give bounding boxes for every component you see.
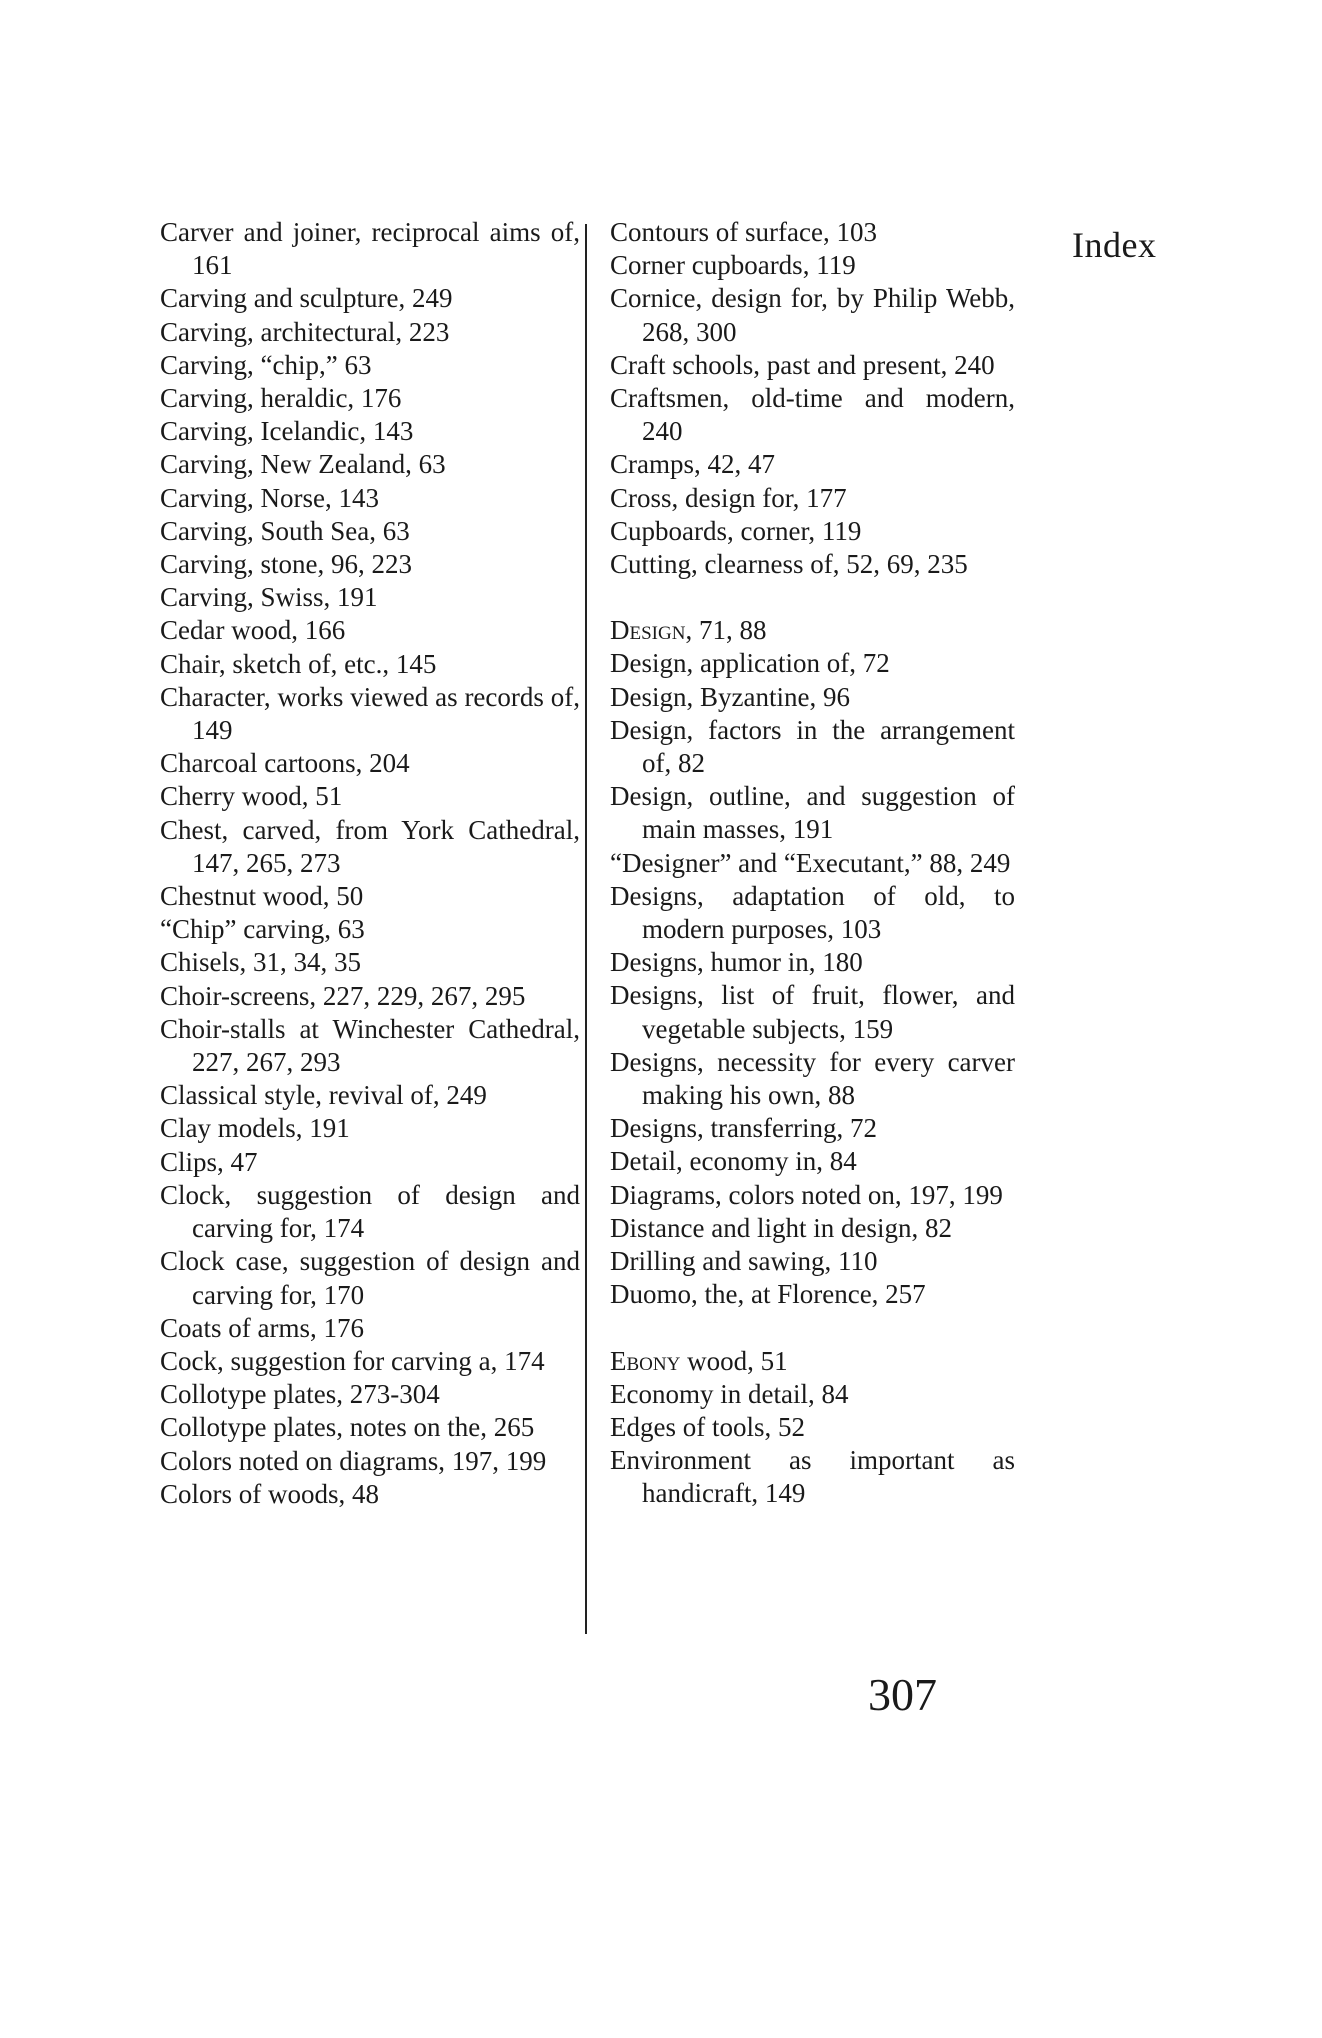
index-entry [610, 482, 1015, 515]
index-entry-text: Design, factors in the arrangement of, 82 [610, 714, 1015, 779]
index-entry-text: “Chip” carving, 63 [160, 914, 365, 945]
index-column-right [610, 216, 1015, 1511]
index-entry [160, 1312, 580, 1345]
index-entry [610, 548, 1015, 581]
index-entry-text: Cupboards, corner, 119 [610, 515, 862, 546]
index-entry [160, 1378, 580, 1411]
index-entry [160, 1112, 580, 1145]
index-entry [610, 282, 1015, 348]
index-entry-text: Cock, suggestion for carving a, 174 [160, 1345, 545, 1376]
index-entry [610, 382, 1015, 448]
index-entry-text: Colors of woods, 48 [160, 1478, 380, 1509]
index-entry-text: Designs, necessity for every carver making his own, 88 [610, 1046, 1015, 1111]
index-entry-text: Carving, New Zealand, 63 [160, 449, 446, 480]
index-entry [160, 349, 580, 382]
index-entry-text: Clock, suggestion of design and carving for, 174 [160, 1179, 580, 1244]
index-entry-text: Chestnut wood, 50 [160, 881, 364, 912]
index-entry-text: Cornice, design for, by Philip Webb, 268, 300 [610, 283, 1015, 347]
index-entry [160, 415, 580, 448]
index-entry-text: Contours of surface, 103 [610, 217, 877, 247]
index-entry [610, 1212, 1015, 1245]
index-entry-text: Chisels, 31, 34, 35 [160, 947, 362, 978]
index-entry [610, 1278, 1015, 1311]
index-entry-text: Classical style, revival of, 249 [160, 1080, 487, 1111]
index-entry [160, 946, 580, 979]
index-entry-text: Carving, Norse, 143 [160, 482, 379, 513]
index-entry-text: Clips, 47 [160, 1146, 258, 1177]
index-entry-text: Chest, carved, from York Cathedral, 147, 265, 273 [160, 814, 580, 878]
index-entry-text: Carving and sculpture, 249 [160, 283, 453, 314]
index-entry [160, 980, 580, 1013]
index-entry [610, 1444, 1015, 1510]
index-entry [610, 1411, 1015, 1444]
index-entry-text: Designs, adaptation of old, to modern purposes, 103 [610, 880, 1015, 945]
index-entry [610, 847, 1015, 880]
index-entry [610, 448, 1015, 481]
index-entry [610, 880, 1015, 946]
index-entry-text: Coats of arms, 176 [160, 1312, 364, 1343]
index-entry-text: Choir-stalls at Winchester Cathedral, 227, 267, 293 [160, 1013, 580, 1078]
index-entry [160, 382, 580, 415]
index-entry-text: Designs, humor in, 180 [610, 947, 863, 978]
index-entry-text: Carving, South Sea, 63 [160, 515, 410, 546]
index-entry [160, 913, 580, 946]
index-entry [610, 249, 1015, 282]
index-entry [160, 1146, 580, 1179]
index-entry [610, 614, 1015, 647]
index-entry-text: , 71, 88 [685, 615, 767, 646]
index-entry [610, 1046, 1015, 1112]
index-entry [610, 681, 1015, 714]
index-entry-text: Carving, stone, 96, 223 [160, 549, 412, 580]
index-entry-text: Collotype plates, 273-304 [160, 1379, 440, 1410]
index-entry [160, 1478, 580, 1511]
index-column-left [160, 216, 580, 1511]
index-entry-text: Distance and light in design, 82 [610, 1212, 952, 1243]
index-entry [160, 1345, 580, 1378]
index-entry [160, 482, 580, 515]
index-entry [610, 979, 1015, 1045]
index-entry-text: Carving, Swiss, 191 [160, 582, 378, 613]
index-entry [160, 747, 580, 780]
index-entry-text: Carving, “chip,” 63 [160, 349, 372, 380]
index-entry-text: Design, Byzantine, 96 [610, 681, 850, 712]
index-entry [610, 780, 1015, 846]
index-entry [160, 282, 580, 315]
index-entry [160, 814, 580, 880]
index-entry [160, 780, 580, 813]
section-letter-heading: Ebony [610, 1345, 681, 1376]
index-entry-text: Clock case, suggestion of design and carving for, 170 [160, 1246, 580, 1310]
index-entry-text: Corner cupboards, 119 [610, 250, 856, 281]
page-number: 307 [868, 1669, 937, 1720]
index-entry [610, 349, 1015, 382]
index-entry [160, 648, 580, 681]
index-entry [160, 1411, 580, 1444]
index-entry-text: Carving, Icelandic, 143 [160, 416, 414, 447]
index-entry-text: Character, works viewed as records of, 149 [160, 681, 580, 746]
index-entry [160, 515, 580, 548]
index-entry-text: Designs, list of fruit, flower, and vegetable subjects, 159 [610, 980, 1015, 1044]
index-entry-text: Cherry wood, 51 [160, 781, 343, 812]
index-entry [160, 1079, 580, 1112]
index-entry [160, 216, 580, 282]
index-entry [160, 448, 580, 481]
index-entry-text: Economy in detail, 84 [610, 1378, 849, 1409]
index-entry-text: Chair, sketch of, etc., 145 [160, 648, 437, 679]
index-entry-text: Edges of tools, 52 [610, 1411, 805, 1442]
section-letter-heading: Design [610, 615, 686, 646]
index-entry-text: Detail, economy in, 84 [610, 1146, 857, 1177]
index-entry [610, 216, 1015, 249]
index-entry-text: “Designer” and “Executant,” 88, 249 [610, 847, 1011, 878]
index-entry-text: Carving, heraldic, 176 [160, 383, 402, 414]
index-entry-text: Cramps, 42, 47 [610, 449, 775, 480]
index-entry-text: Choir-screens, 227, 229, 267, 295 [160, 980, 526, 1011]
index-entry-text: Design, application of, 72 [610, 648, 890, 679]
index-entry [160, 614, 580, 647]
index-entry [610, 1145, 1015, 1178]
index-entry [160, 316, 580, 349]
index-entry-text: Drilling and sawing, 110 [610, 1246, 878, 1277]
index-entry [160, 1013, 580, 1079]
index-entry-text: Cedar wood, 166 [160, 615, 346, 646]
index-entry-text: Cutting, clearness of, 52, 69, 235 [610, 549, 968, 580]
index-entry [160, 548, 580, 581]
index-entry-text: Carver and joiner, reciprocal aims of, 161 [160, 217, 580, 281]
running-head: Index [1072, 225, 1157, 265]
index-entry-text: Diagrams, colors noted on, 197, 199 [610, 1179, 1003, 1210]
index-entry-text: wood, 51 [680, 1345, 788, 1376]
index-entry [610, 1345, 1015, 1378]
index-entry [160, 1445, 580, 1478]
index-entry-text: Designs, transferring, 72 [610, 1113, 877, 1144]
index-entry-text: Colors noted on diagrams, 197, 199 [160, 1445, 547, 1476]
index-entry [610, 1245, 1015, 1278]
index-entry [610, 946, 1015, 979]
index-entry-text: Craftsmen, old-time and modern, 240 [610, 383, 1015, 447]
index-entry-text: Collotype plates, notes on the, 265 [160, 1412, 535, 1443]
index-entry [610, 1112, 1015, 1145]
index-entry-text: Clay models, 191 [160, 1113, 350, 1144]
column-divider [585, 224, 587, 1634]
index-entry [160, 1179, 580, 1245]
index-entry-text: Carving, architectural, 223 [160, 316, 450, 347]
index-entry-text: Craft schools, past and present, 240 [610, 349, 995, 380]
index-entry [160, 1245, 580, 1311]
index-entry [160, 880, 580, 913]
index-entry [160, 681, 580, 747]
index-entry [610, 714, 1015, 780]
index-entry [610, 647, 1015, 680]
index-entry-text: Design, outline, and suggestion of main masses, 191 [610, 781, 1015, 845]
index-entry-text: Charcoal cartoons, 204 [160, 748, 410, 779]
index-entry-text: Cross, design for, 177 [610, 482, 847, 513]
index-entry [610, 1179, 1015, 1212]
index-entry [610, 515, 1015, 548]
index-entry [160, 581, 580, 614]
index-entry-text: Environment as important as handicraft, 149 [610, 1445, 1015, 1509]
index-entry-text: Duomo, the, at Florence, 257 [610, 1279, 926, 1310]
index-entry [610, 1378, 1015, 1411]
